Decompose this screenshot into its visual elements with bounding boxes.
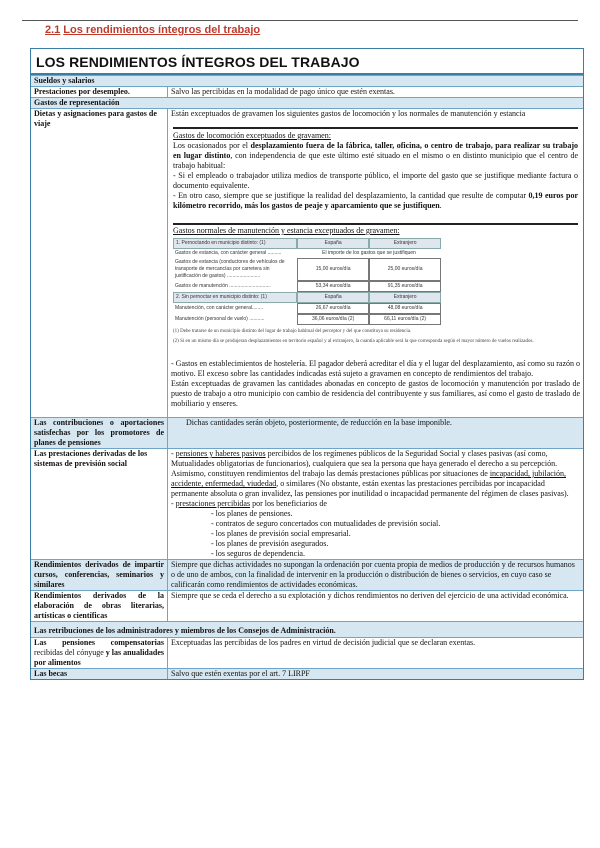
contrib-label: Las contribuciones o aportaciones satisfechas por los promotores de planes de pensiones <box>31 418 168 448</box>
prest-para-a <box>171 449 580 499</box>
row-obras <box>31 590 583 621</box>
income-table <box>30 48 584 680</box>
becas-label: Las becas <box>31 669 168 679</box>
sec2-label: 2. Sin pernoctar en municipio distinto: (1) <box>173 292 297 303</box>
loc-p1-c: , con independencia de que este último esté situado en el mismo o en distinto municipio que el centro de trabajo habitual: <box>173 151 578 170</box>
loc-p1-b: desplazamiento fuera de la fábrica, taller, oficina, o centro de trabajo, para realizar su trabajo en lugar distinto <box>173 141 579 160</box>
row-pensiones-compensatorias <box>31 637 583 668</box>
row-sueldos <box>31 75 583 86</box>
row2-es: 15,00 euros/día <box>297 258 369 281</box>
locomocion-title: Gastos de locomoción exceptuados de gravamen: <box>173 131 331 140</box>
row-gastos-representacion <box>31 97 583 108</box>
contrib-value: Dichas cantidades serán objeto, posteriormente, de reducción en la base imponible. <box>186 418 452 427</box>
becas-value: Salvo que estén exentas por el art. 7 LIRPF <box>171 669 310 678</box>
list-item: - los planes de previsión asegurados. <box>211 539 580 549</box>
row-cursos <box>31 559 583 590</box>
row1-label: Gastos de estancia, con carácter general .......... <box>175 250 282 256</box>
table-title: LOS RENDIMIENTOS ÍNTEGROS DEL TRABAJO <box>31 49 583 75</box>
row5-label: Manutención (personal de vuelo) ........... <box>175 316 265 322</box>
row-retribuciones <box>31 621 583 637</box>
list-item: - contratos de seguro concertados con mutualidades de previsión social. <box>211 519 580 529</box>
row-dietas <box>31 108 583 417</box>
loc-p1-a: Los ocasionados por el <box>173 141 251 150</box>
prest-a2: pensiones y haberes pasivos <box>175 449 266 458</box>
col-espana-2: España <box>297 292 369 303</box>
row4-ex: 48,08 euros/día <box>369 303 441 314</box>
row-contribuciones <box>31 417 583 448</box>
row-becas <box>31 668 583 679</box>
prestaciones-label: Prestaciones por desempleo. <box>31 87 168 97</box>
col-extranjero-2: Extranjero <box>369 292 441 303</box>
section-number: 2.1 <box>45 24 61 36</box>
row1-value: El importe de los gastos que se justifiquen <box>322 250 416 256</box>
prest-a5: , o similares (No obstante, están exentas las prestaciones percibidas por incapacidad permanente absoluta o gran invalidez, las pensiones por inutilidad o incapacidad permanente del régimen de clases pasivas). <box>171 479 569 498</box>
dietas-intro: Están exceptuados de gravamen los siguientes gastos de locomoción y los normales de manutención y estancia <box>171 109 526 118</box>
manutencion-title: Gastos normales de manutención y estancia exceptuados de gravamen: <box>173 226 400 235</box>
dietas-label: Dietas y asignaciones para gastos de viaje <box>31 109 168 417</box>
prest-b2: prestaciones percibidas <box>175 499 251 508</box>
list-item: - los planes de previsión social empresarial. <box>211 529 580 539</box>
prest-a3: percibidos de los regímenes públicos de la Seguridad Social y clases pasivas (así como, Mutualidades obligatorias de funcionarios), cualquiera que sea la persona que haya generado el derecho a su percepción. Asimismo, constituyen rendimientos del trabajo las demás prestaciones públicas por situaciones de <box>171 449 558 478</box>
locomocion-p2: - Si el empleado o trabajador utiliza medios de transporte público, el importe del gasto que se justifique mediante factura o documento equivalente. <box>173 171 578 190</box>
prestaciones-value: Salvo las percibidas en la modalidad de pago único que estén exentas. <box>171 87 395 96</box>
loc-p3-c: . <box>439 201 442 210</box>
allowance-table <box>173 238 441 325</box>
list-item: - los seguros de dependencia. <box>211 549 580 559</box>
section-title: Los rendimientos íntegros del trabajo <box>63 24 261 36</box>
dietas-content <box>168 109 583 417</box>
obras-label: Rendimientos derivados de la elaboración de obras literarias, artísticas o científicas <box>31 591 168 621</box>
pens-label <box>31 638 168 668</box>
prest-b1: - <box>171 499 176 508</box>
header-rule <box>22 20 578 21</box>
pens-label-b: recibidas del cónyuge <box>34 648 106 657</box>
col-espana: España <box>297 238 369 249</box>
locomocion-p1 <box>173 141 578 171</box>
pens-label-c: y las anualidades por alimentos <box>34 648 164 667</box>
row2-ex: 25,00 euros/día <box>369 258 441 281</box>
loc-p3-b: 0,19 euros por kilómetro recorrido, más los gastos de peaje y aparcamiento que se justifiquen <box>173 191 578 210</box>
table-footnote-2: (2) Si en un mismo día se produjeran desplazamientos en territorio español y al extranjero, la cuantía aplicable será la que corresponda según el mayor número de vuelos realizados. <box>173 339 534 344</box>
table-footnote-1: (1) Debe tratarse de un municipio distinto del lugar de trabajo habitual del perceptor y del que constituya su residencia. <box>173 329 412 334</box>
traslado-text: Están exceptuadas de gravamen las cantidades abonadas en concepto de gastos de locomoción y manutención por traslado de puesto de trabajo a otro municipio con cambio de residencia del contribuyente y sus familiares, así como el gasto de traslado de mobiliario y enseres. <box>171 379 580 408</box>
locomocion-box <box>173 127 578 211</box>
manutencion-box <box>173 223 578 345</box>
pens-value: Exceptuadas las percibidas de los padres en virtud de decisión judicial que se declaran exentas. <box>171 638 476 647</box>
retrib-label: Las retribuciones de los administradores y miembros de los Consejos de Administración. <box>34 626 336 635</box>
row5-ex: 66,11 euros/día (2) <box>369 314 441 325</box>
row3-es: 53,34 euros/día <box>297 281 369 292</box>
rend-label: Rendimientos derivados de impartir cursos, conferencias, seminarios y similares <box>31 560 168 590</box>
row5-es: 36,06 euros/día (2) <box>297 314 369 325</box>
row2-label: Gastos de estancia (conductores de vehículos de transporte de mercancías por carretera sin justificación de gastos) ........................ <box>175 259 285 279</box>
list-item: - los planes de pensiones. <box>211 509 580 519</box>
prest-a4: incapacidad, jubilación, accidente, enfermedad, viudedad <box>171 469 567 488</box>
prest-list <box>171 509 580 559</box>
pens-label-a: Las pensiones compensatorias <box>34 638 164 647</box>
hosteleria-text: - Gastos en establecimientos de hostelería. El pagador deberá acreditar el día y el lugar del desplazamiento, así como su razón o motivo. El exceso sobre las cantidades indicadas está sujeto a gravamen en concepto de rendimientos del trabajo. <box>171 359 580 378</box>
row4-label: Manutención, con carácter general........ <box>175 305 264 311</box>
row4-es: 26,67 euros/día <box>297 303 369 314</box>
col-extranjero: Extranjero <box>369 238 441 249</box>
obras-value: Siempre que se ceda el derecho a su explotación y dichos rendimientos no deriven del ejercicio de una actividad económica. <box>171 591 569 600</box>
row-prestaciones-desempleo <box>31 86 583 97</box>
section-heading <box>45 24 260 36</box>
rend-value: Siempre que dichas actividades no supongan la ordenación por cuenta propia de medios de producción y de recursos humanos o de uno de ambos, con la finalidad de intervenir en la producción o distribución de bienes o servicios, en cuyo caso se calificarán como rendimientos de actividades económicas. <box>171 560 575 589</box>
prest-para-b <box>171 499 580 509</box>
gastos-rep-label: Gastos de representación <box>34 98 120 107</box>
prest-label: Las prestaciones derivadas de los sistemas de previsión social <box>31 449 168 559</box>
row3-ex: 91,35 euros/día <box>369 281 441 292</box>
loc-p3-a: - En otro caso, siempre que se justifique la realidad del desplazamiento, la cantidad que resulte de computar <box>173 191 529 200</box>
locomocion-p3 <box>173 191 578 211</box>
prest-b3: por los beneficiarios de <box>250 499 327 508</box>
row-prestaciones-prevision <box>31 448 583 559</box>
row3-label: Gastos de manutención .............................. <box>175 283 271 289</box>
sueldos-label: Sueldos y salarios <box>34 76 95 85</box>
sec1-label: 1. Pernoctando en municipio distinto: (1) <box>173 238 297 249</box>
prest-a1: - <box>171 449 176 458</box>
prest-content <box>168 449 583 559</box>
